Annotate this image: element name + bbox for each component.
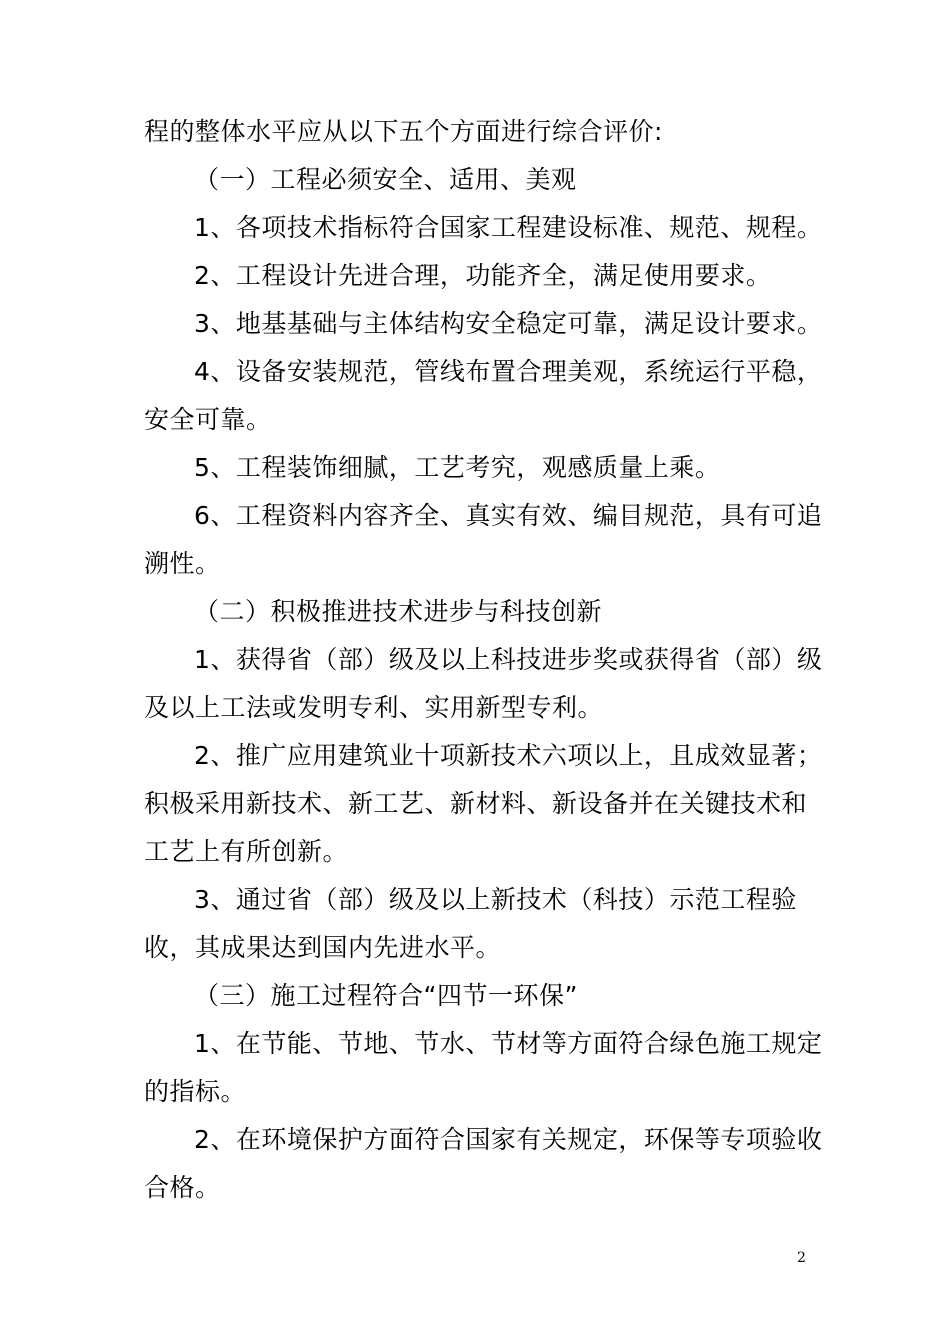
list-item: 5、工程装饰细腻，工艺考究，观感质量上乘。 bbox=[194, 453, 721, 482]
section-heading-2: （二）积极推进技术进步与科技创新 bbox=[194, 597, 603, 626]
list-item: 2、工程设计先进合理，功能齐全，满足使用要求。 bbox=[194, 261, 772, 290]
section-heading-1: （一）工程必须安全、适用、美观 bbox=[194, 165, 577, 194]
page-number: 2 bbox=[797, 1250, 806, 1266]
list-item: 1、获得省（部）级及以上科技进步奖或获得省（部）级及以上工法或发明专利、实用新型专利。 bbox=[144, 645, 823, 722]
list-item: 2、在环境保护方面符合国家有关规定，环保等专项验收合格。 bbox=[144, 1125, 823, 1202]
list-item: 3、地基基础与主体结构安全稳定可靠，满足设计要求。 bbox=[194, 309, 823, 338]
list-item: 6、工程资料内容齐全、真实有效、编目规范，具有可追溯性。 bbox=[144, 501, 823, 578]
section-heading-3: （三）施工过程符合“四节一环保” bbox=[194, 981, 578, 1010]
paragraph-intro: 程的整体水平应从以下五个方面进行综合评价: bbox=[144, 117, 663, 146]
list-item: 4、设备安装规范，管线布置合理美观，系统运行平稳，安全可靠。 bbox=[144, 357, 823, 434]
list-item: 2、推广应用建筑业十项新技术六项以上，且成效显著；积极采用新技术、新工艺、新材料、新设备并在关键技术和工艺上有所创新。 bbox=[144, 741, 823, 866]
body-text bbox=[144, 108, 824, 1212]
list-item: 1、在节能、节地、节水、节材等方面符合绿色施工规定的指标。 bbox=[144, 1029, 823, 1106]
list-item: 1、各项技术指标符合国家工程建设标准、规范、规程。 bbox=[194, 213, 823, 242]
list-item: 3、通过省（部）级及以上新技术（科技）示范工程验收，其成果达到国内先进水平。 bbox=[144, 885, 797, 962]
